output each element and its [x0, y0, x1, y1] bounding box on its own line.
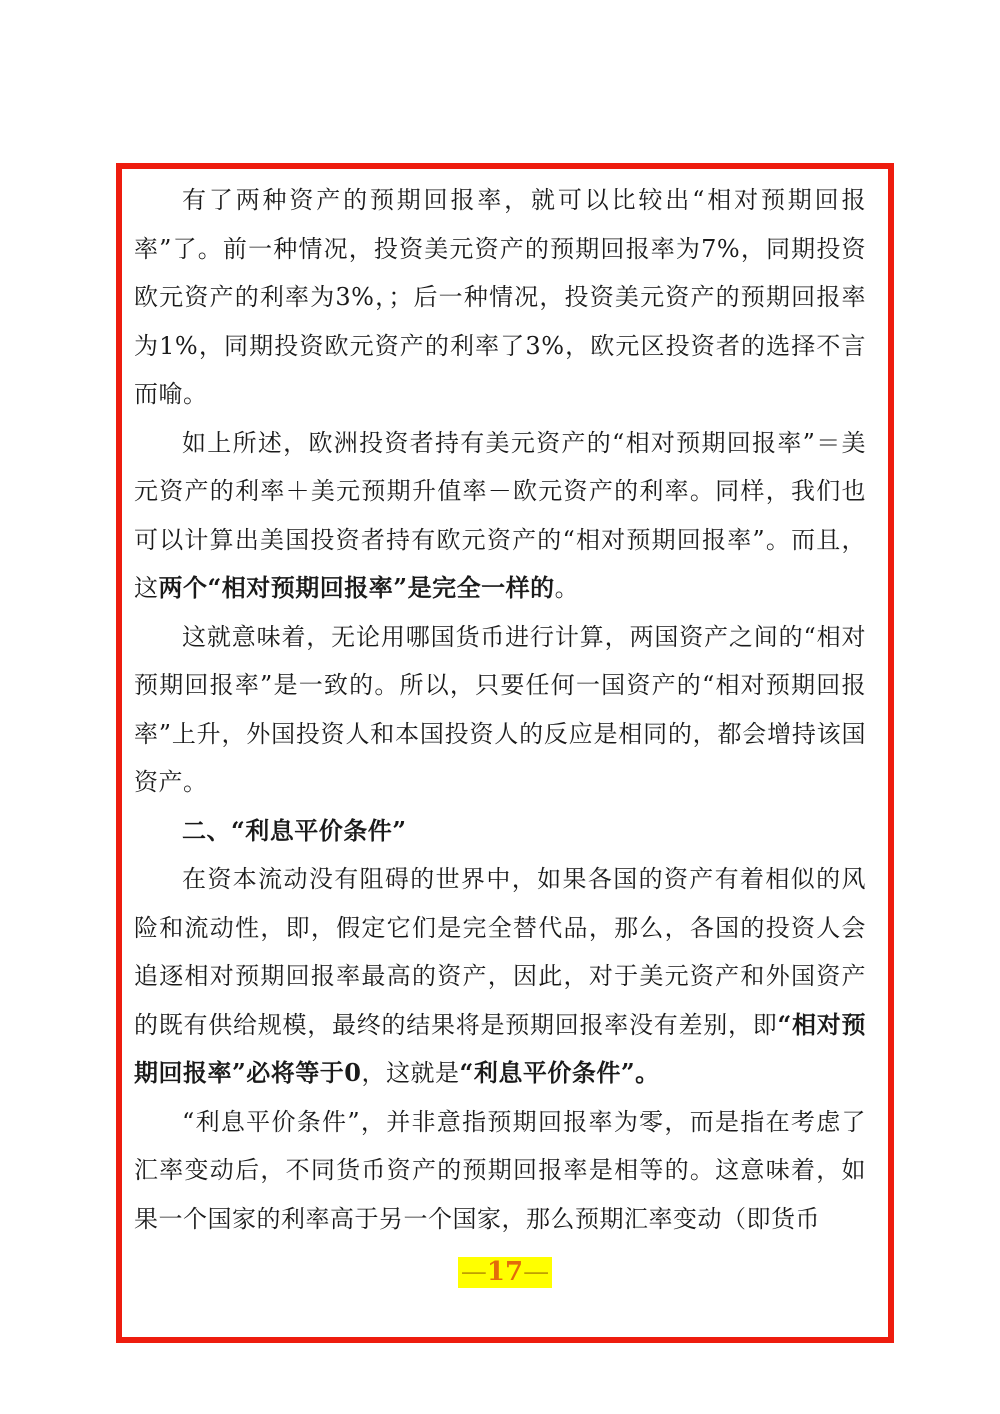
paragraph-interest-parity-definition [134, 855, 866, 1098]
page-number-dash-right: — [523, 1257, 550, 1287]
page-number-dash-left: — [460, 1257, 487, 1287]
bold-emphasis: “相对预期回报率”必将等于0 [134, 1009, 867, 1087]
paragraph-relative-return-comparison [134, 176, 866, 419]
paragraph-text: 如上所述，欧洲投资者持有美元资产的“相对预期回报率”＝美元资产的利率＋美元预期升值率－欧元资产的利率。同样，我们也可以计算出美国投资者持有欧元资产的“相对预期回报率”。而且，这 [134, 428, 866, 602]
paragraph-text: 有了两种资产的预期回报率，就可以比较出“相对预期回报率”了。前一种情况，投资美元资产的预期回报率为7%，同期投资欧元资产的利率为3%，；后一种情况，投资美元资产的预期回报率为1%，同期投资欧元资产的利率了3%，欧元区投资者的选择不言而喻。 [134, 186, 866, 408]
page-number-value: 17 [486, 1257, 524, 1287]
paragraph-text: 这就意味着，无论用哪国货币进行计算，两国资产之间的“相对预期回报率”是一致的。所以，只要任何一国资产的“相对预期回报率”上升，外国投资人和本国投资人的反应是相同的，都会增持该国资产。 [134, 622, 866, 796]
paragraph-consistency [134, 613, 866, 807]
page-number [458, 1257, 552, 1288]
paragraph-interest-parity-meaning [134, 1098, 866, 1244]
paragraph-text: “利息平价条件”，并非意指预期回报率为零，而是指在考虑了汇率变动后，不同货币资产的预期回报率是相等的。这意味着，如果一个国家的利率高于另一个国家，那么预期汇率变动（即货币 [134, 1107, 866, 1233]
bold-emphasis: “利息平价条件”。 [459, 1058, 660, 1087]
section-heading: 二、“利息平价条件” [182, 815, 407, 845]
page-content [134, 176, 866, 1243]
paragraph-text: ，这就是 [361, 1059, 460, 1087]
paragraph-text: 。 [554, 574, 580, 602]
paragraph-text: 在资本流动没有阻碍的世界中，如果各国的资产有着相似的风险和流动性，即，假定它们是完全替代品，那么，各国的投资人会追逐相对预期回报率最高的资产，因此，对于美元资产和外国资产的既有供给规模，最终的结果将是预期回报率没有差别，即 [134, 865, 866, 1039]
bold-emphasis: 两个“相对预期回报率”是完全一样的 [158, 573, 555, 602]
paragraph-relative-return-formula [134, 419, 866, 613]
